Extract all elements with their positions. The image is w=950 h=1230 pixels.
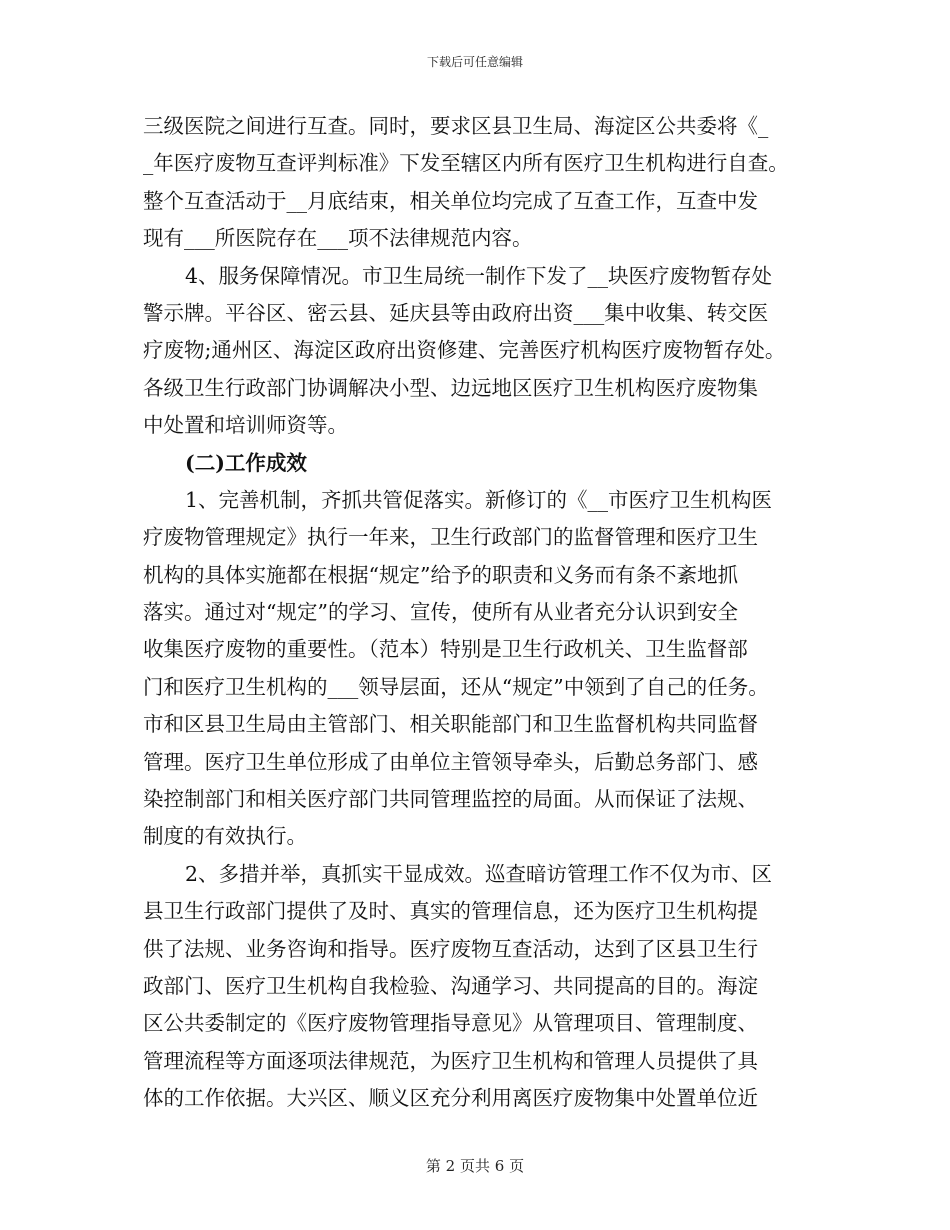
text-line: 供了法规、业务咨询和指导。医疗废物互查活动，达到了区县卫生行 [143, 936, 758, 961]
text-line: 1、完善机制，齐抓共管促落实。新修订的《__市医疗卫生机构医 [185, 487, 773, 512]
text-line: 4、服务保障情况。市卫生局统一制作下发了__块医疗废物暂存处 [185, 263, 773, 288]
text-line: 市和区县卫生局由主管部门、相关职能部门和卫生监督机构共同监督 [143, 712, 758, 737]
text-line: 区公共委制定的《医疗废物管理指导意见》从管理项目、管理制度、 [143, 1011, 758, 1036]
text-line: 管理流程等方面逐项法律规范，为医疗卫生机构和管理人员提供了具 [143, 1048, 758, 1073]
text-line: 警示牌。平谷区、密云县、延庆县等由政府出资___集中收集、转交医 [143, 300, 769, 325]
text-line: 机构的具体实施都在根据“规定”给予的职责和义务而有条不紊地抓 [143, 562, 738, 587]
text-line: _年医疗废物互查评判标准》下发至辖区内所有医疗卫生机构进行自查。 [143, 151, 789, 176]
section-heading: (二)工作成效 [185, 450, 307, 475]
text-line: 落实。通过对“规定”的学习、宣传，使所有从业者充分认识到安全 [143, 600, 738, 625]
text-line: 政部门、医疗卫生机构自我检验、沟通学习、共同提高的目的。海淀 [143, 973, 758, 998]
page-header: 下载后可任意编辑 [426, 55, 523, 69]
text-line: 2、多措并举，真抓实干显成效。巡查暗访管理工作不仅为市、区 [185, 861, 773, 886]
text-line: 疗废物管理规定》执行一年来，卫生行政部门的监督管理和医疗卫生 [143, 525, 758, 550]
text-line: 体的工作依据。大兴区、顺义区充分利用离医疗废物集中处置单位近 [143, 1086, 758, 1111]
text-line: 三级医院之间进行互查。同时，要求区县卫生局、海淀区公共委将《_ [143, 114, 769, 138]
text-line: 门和医疗卫生机构的___领导层面，还从“规定”中领到了自己的任务。 [143, 674, 769, 699]
text-line: 管理。医疗卫生单位形成了由单位主管领导牵头，后勤总务部门、感 [143, 749, 758, 774]
text-line: 整个互查活动于__月底结束，相关单位均完成了互查工作，互查中发 [143, 188, 758, 213]
text-line: 收集医疗废物的重要性。（范本）特别是卫生行政机关、卫生监督部 [143, 637, 748, 662]
text-line: 疗废物;通州区、海淀区政府出资修建、完善医疗机构医疗废物暂存处。 [143, 338, 786, 363]
text-line: 制度的有效执行。 [143, 824, 307, 849]
text-line: 各级卫生行政部门协调解决小型、边远地区医疗卫生机构医疗废物集 [143, 375, 758, 400]
text-line: 中处置和培训师资等。 [143, 413, 348, 438]
text-line: 现有___所医院存在___项不法律规范内容。 [143, 226, 533, 251]
text-line: 县卫生行政部门提供了及时、真实的管理信息，还为医疗卫生机构提 [143, 899, 758, 924]
text-line: 染控制部门和相关医疗部门共同管理监控的局面。从而保证了法规、 [143, 787, 758, 812]
document-body [143, 108, 808, 1118]
page-footer: 第 2 页共 6 页 [425, 1157, 525, 1175]
